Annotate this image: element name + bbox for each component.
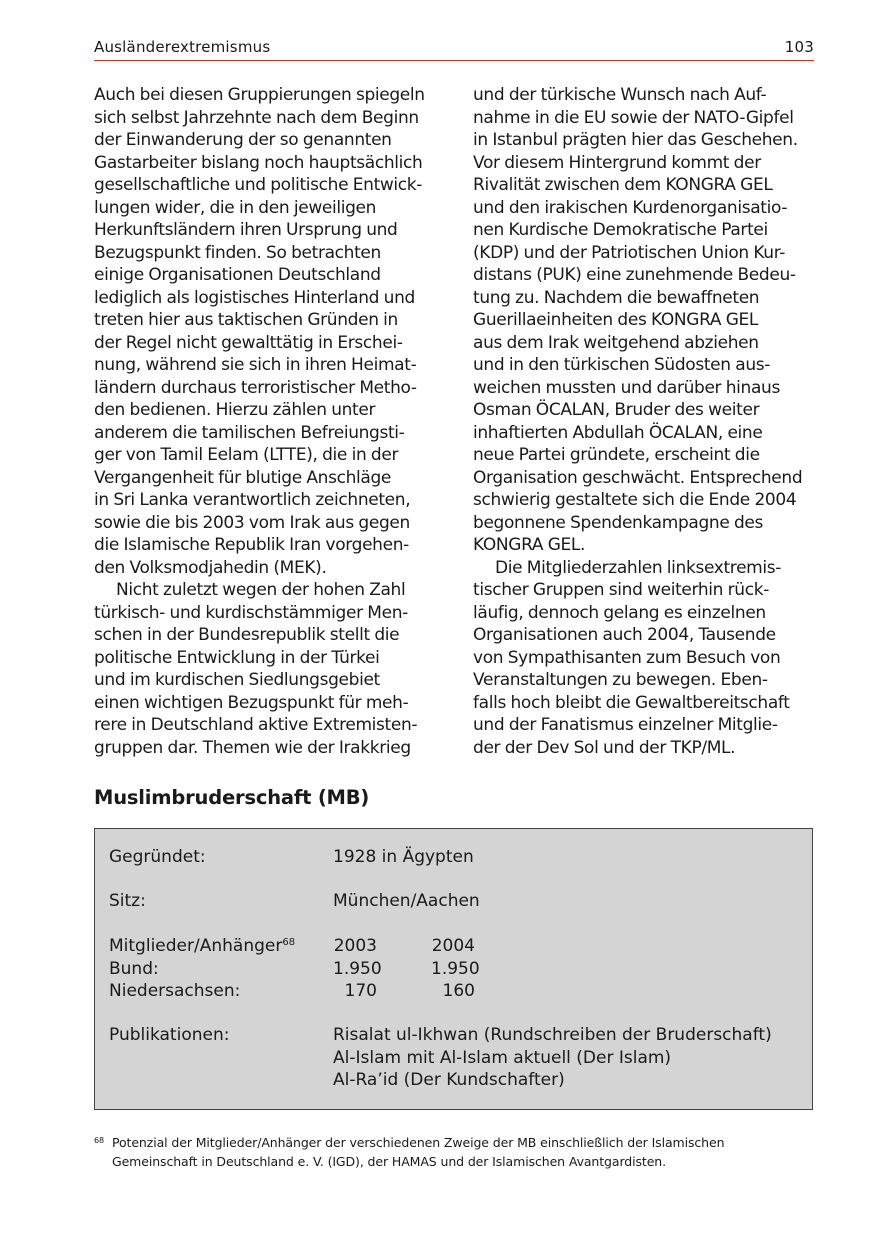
running-header [94, 38, 814, 61]
paragraph: Auch bei diesen Gruppierungen spiegeln sich selbst Jahrzehnte nach dem Beginn der Einwanderung der so genannten Gastarbeiter bislang noch hauptsächlich gesellschaftliche und politische Entwick- lungen wider, die in den jeweiligen Herkunftsländern ihren Ursprung und Bezugspunkt finden. So betrachten einige Organisationen Deutschland lediglich als logistisches Hinterland und treten hier aus taktischen Gründen in der Regel nicht gewalttätig in Erschei- nung, während sie sich in ihren Heimat- ländern durchaus terroristischer Metho- den bedienen. Hierzu zählen unter anderem die tamilischen Befreiungsti- ger von Tamil Eelam (LTTE), die in der Vergangenheit für blutige Anschläge in Sri Lanka verantwortlich zeichneten, sowie die bis 2003 vom Irak aus gegen die Islamische Republik Iran vorgehen- den Volksmodjahedin (MEK). [94, 85, 425, 578]
members-label: Mitglieder/Anhänger$^{68}$ [109, 936, 296, 956]
running-header-section: Ausländerextremismus [94, 38, 271, 56]
seat-label: Sitz: [109, 891, 146, 911]
text-column-right [473, 84, 823, 759]
year-2004: 2004 [431, 936, 475, 956]
fact-box [94, 828, 813, 1110]
footnote [94, 1131, 814, 1171]
federal-label: Bund: [109, 959, 159, 979]
page-number: 103 [784, 38, 814, 56]
paragraph: Nicht zuletzt wegen der hohen Zahl türkisch- und kurdischstämmiger Men- schen in der Bundesrepublik stellt die politische Entwicklung in der Türkei und im kurdischen Siedlungsgebiet einen wichtigen Bezugspunkt für meh- rere in Deutschland aktive Extremisten- gruppen dar. Themen wie der Irakkrieg [94, 580, 418, 758]
publication-item: Al-Islam mit Al-Islam aktuell (Der Islam) [333, 1048, 672, 1068]
state-label: Niedersachsen: [109, 981, 241, 1001]
state-2004: 160 [442, 981, 475, 1001]
founded-label: Gegründet: [109, 847, 206, 867]
footnote-text: Gemeinschaft in Deutschland e. V. (IGD), der HAMAS und der Islamischen Avantgardisten. [112, 1154, 666, 1169]
footnote-number: 68 [94, 1136, 104, 1145]
founded-value: 1928 in Ägypten [333, 847, 474, 867]
publication-item: Risalat ul-Ikhwan (Rundschreiben der Bruderschaft) [333, 1025, 772, 1045]
publications-label: Publikationen: [109, 1025, 230, 1045]
federal-2004: 1.950 [431, 959, 480, 979]
footnote-ref: 68 [282, 937, 296, 948]
section-title: Muslimbruderschaft (MB) [94, 786, 370, 809]
state-2003: 170 [344, 981, 377, 1001]
year-2003: 2003 [333, 936, 377, 956]
paragraph: und der türkische Wunsch nach Auf- nahme in die EU sowie der NATO-Gipfel in Istanbul prägten hier das Geschehen. Vor diesem Hintergrund kommt der Rivalität zwischen dem KONGRA GEL und den irakischen Kurdenorganisatio- nen Kurdische Demokratische Partei (KDP) und der Patriotischen Union Kur- distans (PUK) eine zunehmende Bedeu- tung zu. Nachdem die bewaffneten Guerillaeinheiten des KONGRA GEL aus dem Irak weitgehend abziehen und in den türkischen Südosten aus- weichen mussten und darüber hinaus Osman ÖCALAN, Bruder des weiter inhaftierten Abdullah ÖCALAN, eine neue Partei gründete, erscheint die Organisation geschwächt. Entsprechend schwierig gestaltete sich die Ende 2004 begonnene Spendenkampagne des KONGRA GEL. [473, 85, 803, 555]
footnote-text: Potenzial der Mitglieder/Anhänger der verschiedenen Zweige der MB einschließlich der Islamischen [112, 1135, 725, 1150]
text-column-left [94, 84, 444, 759]
seat-value: München/Aachen [333, 891, 480, 911]
federal-2003: 1.950 [333, 959, 382, 979]
publication-item: Al-Ra’id (Der Kundschafter) [333, 1070, 565, 1090]
paragraph: Die Mitgliederzahlen linksextremis- tischer Gruppen sind weiterhin rück- läufig, dennoch gelang es einzelnen Organisationen auch 2004, Tausende von Sympathisanten zum Besuch von Veranstaltungen zu bewegen. Eben- falls hoch bleibt die Gewaltbereitschaft und der Fanatismus einzelner Mitglie- der der Dev Sol und der TKP/ML. [473, 557, 790, 758]
